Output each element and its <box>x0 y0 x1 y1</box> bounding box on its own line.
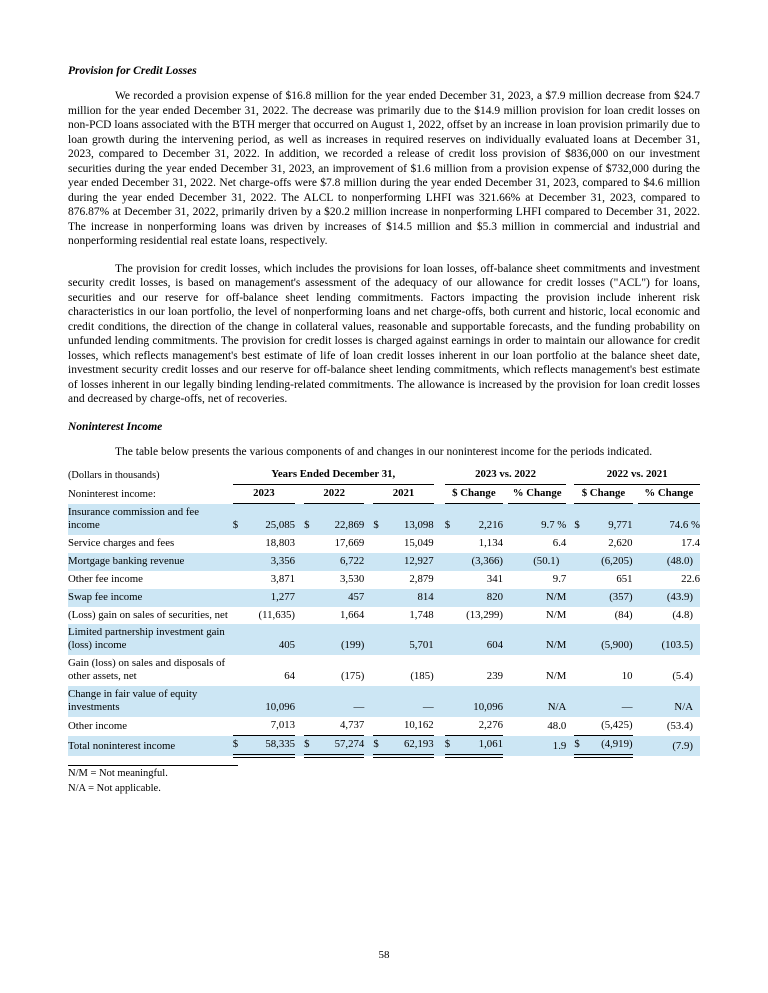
column-gap <box>295 607 304 625</box>
percent-change-cell: 74.6 % <box>638 504 700 535</box>
value-cell: 2,216 <box>459 504 503 535</box>
value-cell: 10,162 <box>387 717 433 735</box>
value-cell: 57,274 <box>318 736 364 756</box>
currency-symbol <box>373 655 387 686</box>
currency-symbol <box>574 607 588 625</box>
row-label: Total noninterest income <box>68 736 233 756</box>
column-gap <box>434 504 445 535</box>
currency-symbol <box>233 717 247 735</box>
value-cell: (11,635) <box>258 608 296 621</box>
column-gap <box>434 535 445 553</box>
value-cell: (175) <box>340 670 365 683</box>
currency-symbol <box>445 717 459 735</box>
column-gap <box>434 485 445 504</box>
currency-symbol <box>445 624 459 655</box>
row-label: Gain (loss) on sales and disposals of other assets, net <box>68 657 226 683</box>
value-cell: (4,919) <box>588 736 632 756</box>
column-gap <box>295 589 304 607</box>
currency-symbol <box>445 686 459 717</box>
table-row <box>68 655 700 686</box>
table-row <box>68 686 700 717</box>
table-row <box>68 504 700 535</box>
value-cell: 3,356 <box>247 553 295 571</box>
column-gap <box>295 655 304 686</box>
value-cell: 12,927 <box>387 553 433 571</box>
currency-symbol <box>233 571 247 589</box>
percent-change-cell: N/M <box>545 670 567 683</box>
currency-symbol <box>373 571 387 589</box>
currency-symbol <box>304 571 318 589</box>
percent-change-cell: 48.0 <box>547 719 567 732</box>
footnote-na: N/A = Not applicable. <box>68 783 161 795</box>
currency-symbol: $ <box>373 504 387 535</box>
currency-symbol: $ <box>304 504 318 535</box>
row-label: Change in fair value of equity investments <box>68 686 233 717</box>
row-label: Limited partnership investment gain (loss) income <box>68 624 233 655</box>
column-gap <box>434 571 445 589</box>
row-group-label: Noninterest income: <box>68 487 156 500</box>
value-cell: 651 <box>616 572 633 585</box>
currency-symbol <box>574 717 588 735</box>
value-cell: (357) <box>588 589 632 607</box>
currency-symbol <box>304 655 318 686</box>
currency-symbol <box>233 535 247 553</box>
value-cell: (5,900) <box>588 624 632 655</box>
column-header-dollar-change-1: $ Change <box>445 485 503 504</box>
currency-symbol <box>233 589 247 607</box>
value-cell: 1,748 <box>409 608 434 621</box>
percent-change-cell: N/A <box>508 686 566 717</box>
body-paragraph: We recorded a provision expense of $16.8 million for the year ended December 31, 2023, a $7.9 million decrease from $24.7 million for the year ended December 31, 2022. The decrease was primarily due to the $14.9 million provision for loan credit losses on non-PCD loans associated with the BTH merger that occurred on August 1, 2022, offset by an increase in loan provision primarily due to loan growth during the intervening period, as well as increases in required reserves on individually evaluated loans at December 31, 2023, compared to December 31, 2022. In addition, we recorded a release of credit loss provision of $836,000 on our investment securities during the year ended December 31, 2023, an improvement of $1.6 million from a provision expense of $732,000 during the year ended December 31, 2022. Net charge-offs were $7.8 million during the year ended December 31, 2023, compared to $4.6 million during the year ended December 31, 2022. The ALCL to nonperforming LHFI was 321.66% at December 31, 2023, compared to 876.87% at December 31, 2022, primarily driven by a $20.2 million increase in nonperforming LHFI compared to December 31, 2022. The increase in nonperforming loans was driven by increases of $14.5 million and $5.3 million in commercial and industrial and nonperforming residential real estate loans, respectively. <box>68 90 700 248</box>
row-label: (Loss) gain on sales of securities, net <box>68 608 228 621</box>
column-gap <box>295 624 304 655</box>
row-label: Swap fee income <box>68 589 233 607</box>
column-gap <box>295 717 304 735</box>
currency-symbol <box>233 686 247 717</box>
column-gap <box>364 485 373 504</box>
percent-change-cell: N/M <box>508 624 566 655</box>
table-row <box>68 589 700 607</box>
currency-symbol <box>445 571 459 589</box>
percent-change-cell: N/M <box>545 608 567 621</box>
currency-symbol: $ <box>373 736 387 756</box>
currency-symbol <box>373 589 387 607</box>
column-gap <box>295 485 304 504</box>
currency-symbol: $ <box>233 736 247 756</box>
table-body <box>68 504 700 756</box>
row-label: Other fee income <box>68 572 143 585</box>
value-cell: 820 <box>459 589 503 607</box>
column-gap <box>295 571 304 589</box>
column-gap <box>364 736 373 756</box>
value-cell: 457 <box>318 589 364 607</box>
column-header-dollar-change-2: $ Change <box>574 485 632 504</box>
value-cell: 10,096 <box>459 686 503 717</box>
currency-symbol <box>445 607 459 625</box>
column-gap <box>295 686 304 717</box>
column-gap <box>566 589 574 607</box>
value-cell: 2,620 <box>608 536 633 549</box>
value-cell: 13,098 <box>387 504 433 535</box>
currency-symbol: $ <box>574 504 588 535</box>
table-row <box>68 717 700 735</box>
percent-change-cell: 1.9 <box>508 736 566 756</box>
table-column-header-row <box>68 485 700 504</box>
value-cell: (5,425) <box>588 717 632 735</box>
currency-symbol <box>373 553 387 571</box>
value-cell: 1,277 <box>247 589 295 607</box>
value-cell: — <box>387 686 433 717</box>
percent-change-cell: (4.8) <box>672 608 693 621</box>
currency-symbol <box>574 535 588 553</box>
column-gap <box>566 466 574 484</box>
currency-symbol <box>445 655 459 686</box>
row-label: Other income <box>68 719 128 732</box>
value-cell: 239 <box>486 670 503 683</box>
value-cell: 814 <box>387 589 433 607</box>
currency-symbol: $ <box>445 504 459 535</box>
percent-change-cell: 9.7 <box>552 572 567 585</box>
currency-symbol <box>304 535 318 553</box>
value-cell: 4,737 <box>318 717 364 735</box>
column-gap <box>364 589 373 607</box>
column-gap <box>434 553 445 571</box>
column-gap <box>434 655 445 686</box>
value-cell: 10,096 <box>247 686 295 717</box>
value-cell: 5,701 <box>387 624 433 655</box>
table-group-header-row <box>68 466 700 484</box>
value-cell: 604 <box>459 624 503 655</box>
column-gap <box>434 466 445 484</box>
value-cell: (185) <box>410 670 434 683</box>
column-gap <box>364 717 373 735</box>
currency-symbol <box>373 717 387 735</box>
group-header-2022-vs-2021: 2022 vs. 2021 <box>574 466 700 484</box>
value-cell: (84) <box>614 608 633 621</box>
column-gap <box>434 624 445 655</box>
currency-symbol: $ <box>445 736 459 756</box>
currency-symbol <box>233 553 247 571</box>
table-row <box>68 553 700 571</box>
value-cell: 2,276 <box>459 717 503 735</box>
value-cell: 341 <box>486 572 503 585</box>
column-gap <box>566 485 574 504</box>
value-cell: (6,205) <box>588 553 632 571</box>
group-header-years-ended: Years Ended December 31, <box>233 466 434 484</box>
percent-change-cell: 6.4 <box>552 536 567 549</box>
value-cell: 15,049 <box>404 536 434 549</box>
column-gap <box>434 607 445 625</box>
currency-symbol: $ <box>574 736 588 756</box>
percent-change-cell: N/M <box>508 589 566 607</box>
percent-change-cell: (103.5) <box>638 624 700 655</box>
column-gap <box>295 504 304 535</box>
currency-symbol <box>574 624 588 655</box>
table-intro-paragraph: The table below presents the various components of and changes in our noninterest income for the periods indicated. <box>115 445 653 458</box>
column-gap <box>566 553 574 571</box>
currency-symbol <box>445 535 459 553</box>
body-paragraph: The provision for credit losses, which includes the provisions for loan losses, off-balance sheet commitments and investment security credit losses, is based on management's assessment of the adequacy of our allowance for credit losses ("ACL") for loans, securities and our reserve for off-balance sheet lending commitments. Factors impacting the provision include inherent risk characteristics in our loan portfolio, the level of nonperforming loans and net charge-offs, both current and historic, local economic and credit conditions, the direction of the change in collateral values, reasonable and supportable forecasts, and the funding probability on unfunded lending commitments. The provision for credit losses is charged against earnings in order to maintain our allowance for credit losses, which reflects management's best estimate of life of loan credit losses inherent in our loan portfolio at the balance sheet date, investment security credit losses and our reserve for off-balance sheet lending commitments, which reflects management's best estimate of losses inherent in our legally binding lending-related commitments. The allowance is increased by the provision for loan credit losses and decreased by charge-offs, net of recoveries. <box>68 262 700 406</box>
value-cell: 22,869 <box>318 504 364 535</box>
currency-symbol <box>574 571 588 589</box>
percent-change-cell: (43.9) <box>638 589 700 607</box>
currency-symbol <box>373 535 387 553</box>
value-cell: 405 <box>247 624 295 655</box>
column-gap <box>434 736 445 756</box>
column-gap <box>566 686 574 717</box>
percent-change-cell: 22.6 <box>681 572 700 585</box>
currency-symbol <box>304 553 318 571</box>
column-gap <box>364 571 373 589</box>
value-cell: 1,134 <box>478 536 503 549</box>
value-cell: (3,366) <box>459 553 503 571</box>
column-gap <box>434 686 445 717</box>
column-gap <box>364 624 373 655</box>
column-gap <box>566 655 574 686</box>
percent-change-cell: 17.4 <box>681 536 700 549</box>
value-cell: (13,299) <box>466 608 503 621</box>
column-header-2021: 2021 <box>373 485 433 504</box>
value-cell: — <box>588 686 632 717</box>
column-header-percent-change-2: % Change <box>638 485 700 504</box>
table-row <box>68 535 700 553</box>
column-gap <box>566 736 574 756</box>
column-gap <box>364 535 373 553</box>
column-gap <box>295 736 304 756</box>
currency-symbol: $ <box>233 504 247 535</box>
currency-symbol <box>304 589 318 607</box>
percent-change-cell: N/A <box>638 686 700 717</box>
currency-symbol <box>233 655 247 686</box>
row-label: Mortgage banking revenue <box>68 553 233 571</box>
column-gap <box>295 553 304 571</box>
noninterest-income-table <box>68 466 700 758</box>
section-heading-provision-for-credit-losses: Provision for Credit Losses <box>68 65 197 77</box>
currency-symbol <box>233 607 247 625</box>
value-cell: — <box>318 686 364 717</box>
column-gap <box>295 535 304 553</box>
value-cell: 58,335 <box>247 736 295 756</box>
column-gap <box>364 686 373 717</box>
currency-symbol <box>574 589 588 607</box>
footnote-nm: N/M = Not meaningful. <box>68 768 168 780</box>
currency-symbol <box>574 655 588 686</box>
section-heading-noninterest-income: Noninterest Income <box>68 420 163 433</box>
column-header-2023: 2023 <box>233 485 295 504</box>
currency-symbol: $ <box>304 736 318 756</box>
currency-symbol <box>373 607 387 625</box>
currency-symbol <box>373 624 387 655</box>
currency-symbol <box>574 553 588 571</box>
value-cell: 17,669 <box>334 536 365 549</box>
column-gap <box>566 571 574 589</box>
currency-symbol <box>574 686 588 717</box>
units-note: (Dollars in thousands) <box>68 469 160 481</box>
row-label: Insurance commission and fee income <box>68 504 233 535</box>
value-cell: 64 <box>284 670 296 683</box>
percent-change-cell: (53.4) <box>666 719 693 732</box>
currency-symbol <box>304 624 318 655</box>
currency-symbol <box>445 589 459 607</box>
table-row <box>68 624 700 655</box>
value-cell: 10 <box>621 670 633 683</box>
value-cell: 62,193 <box>387 736 433 756</box>
column-gap <box>364 607 373 625</box>
percent-change-cell: 9.7 % <box>508 504 566 535</box>
currency-symbol <box>233 624 247 655</box>
percent-change-cell: (7.9) <box>638 736 700 756</box>
value-cell: 7,013 <box>247 717 295 735</box>
currency-symbol <box>304 717 318 735</box>
column-header-percent-change-1: % Change <box>508 485 566 504</box>
column-gap <box>566 624 574 655</box>
value-cell: 1,061 <box>459 736 503 756</box>
column-gap <box>364 553 373 571</box>
column-gap <box>566 535 574 553</box>
column-gap <box>364 504 373 535</box>
currency-symbol <box>304 607 318 625</box>
value-cell: 2,879 <box>409 572 434 585</box>
currency-symbol <box>373 686 387 717</box>
table-total-row <box>68 736 700 756</box>
value-cell: 3,871 <box>270 572 296 585</box>
column-header-2022: 2022 <box>304 485 364 504</box>
column-gap <box>566 504 574 535</box>
currency-symbol <box>445 553 459 571</box>
row-label: Service charges and fees <box>68 536 175 549</box>
column-gap <box>364 655 373 686</box>
currency-symbol <box>304 686 318 717</box>
percent-change-cell: (48.0) <box>638 553 700 571</box>
percent-change-cell: (50.1) <box>508 553 566 571</box>
column-gap <box>566 607 574 625</box>
table-row <box>68 607 700 625</box>
value-cell: 6,722 <box>318 553 364 571</box>
value-cell: 18,803 <box>265 536 296 549</box>
value-cell: 1,664 <box>340 608 365 621</box>
column-gap <box>434 589 445 607</box>
column-gap <box>434 717 445 735</box>
group-header-2023-vs-2022: 2023 vs. 2022 <box>445 466 567 484</box>
table-row <box>68 571 700 589</box>
column-gap <box>566 717 574 735</box>
value-cell: 25,085 <box>247 504 295 535</box>
value-cell: 9,771 <box>588 504 632 535</box>
value-cell: 3,530 <box>340 572 365 585</box>
value-cell: (199) <box>318 624 364 655</box>
page-number: 58 <box>378 949 390 961</box>
percent-change-cell: (5.4) <box>672 670 693 683</box>
